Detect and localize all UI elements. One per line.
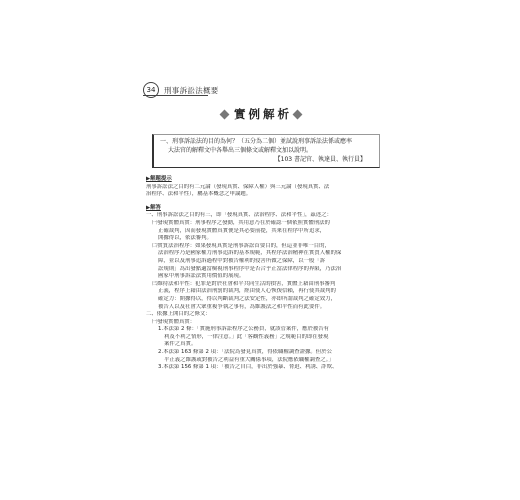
analysis-line: 一、刑事訴訟法之目的有三，即「發現真實、法治程序、法和平性」，茲述之： [146, 212, 332, 219]
analysis-line: 案件之真實。 [164, 341, 197, 348]
diamond-icon [293, 109, 303, 119]
analysis-line: ㈢維持法和平性：犯罪是對於社會和平共同生活的損害，實體上藉由刑事審判 [152, 280, 336, 287]
analysis-line: 法治程序乃是國家權力刑事追訴的基本規範，其程序法治精神在實質人權的保 [158, 250, 342, 257]
hint-line: 治程序、法和平性），屬基本概念之申論題。 [146, 191, 252, 198]
analysis-line: ㈡實質法治程序：如果發現真實是刑事訴訟首要目的，但這並非唯一目的， [152, 242, 330, 249]
page-number: 34 [143, 82, 159, 98]
question-box [152, 134, 380, 168]
analysis-line: 確定力：開據得以，得以判斷裁判之法安定性，亦即所謂裁判之確定效力， [158, 295, 336, 302]
analysis-line: 訟規則」為出發點適當檢視刑事程序中是否合乎正當法律程序的界限，乃法治 [158, 265, 342, 272]
diamond-icon [220, 109, 230, 119]
header-divider [143, 95, 208, 96]
analysis-line: 國家中刑事訴訟法實用價值的展現。 [158, 273, 245, 280]
analysis-line: 平正義之維護或對被告之利益有重大關係事項，法院應依職權調查之。」 [164, 356, 334, 363]
section-title-text: 實例解析 [234, 107, 292, 121]
body-text [146, 174, 386, 372]
hint-paragraph [146, 184, 386, 199]
analysis-label: ▶解答 [146, 204, 161, 211]
analysis-line: 被告人以及社會大眾重複爭執之事有，為維護法之和平性而有此要件。 [158, 303, 326, 310]
book-title: 刑事訴訟法概要 [164, 85, 219, 95]
spacer [146, 199, 386, 203]
analysis-line: 二、依據上開目的之條文： [146, 311, 211, 318]
analysis-line: 開據得以，依法審判。 [158, 235, 212, 242]
hint-label: ▶解題提示 [146, 176, 172, 182]
analysis-paragraph [146, 212, 386, 371]
analysis-line: 正義，程序上藉由法治刑罰的裁判，經由使人心恢復信賴，再行使其裁判的 [158, 288, 336, 295]
analysis-line: ㈠發現實體真實： [152, 318, 196, 325]
analysis-line: ㈠發現實體真實：刑事程序之發動，其用意乃在於確認一個依照實體刑法的 [152, 219, 330, 226]
question-line-2: 大法官的解釋文中各舉出三個條文或解釋文加以說明。 [168, 147, 313, 154]
analysis-line: 利及不利之情形，一律注意。」此「客觀性義務」之規範目的即在發現 [164, 333, 329, 340]
analysis-line: 1.本法第 2 條：「實施刑事訴訟程序之公務員，就該管案件，應於被告有 [158, 326, 330, 333]
section-title [215, 106, 307, 122]
question-line-1: 一、刑事訴訟法的目的為何？（五分為二個）並試說刑事訴訟法係或應率 [160, 138, 353, 145]
analysis-line: 障，並以及刑事追訴過程中對被告權利的侵害所做之保障，以一般「訴 [158, 257, 326, 264]
analysis-line: 2.本法第 163 條第 2 項：「法院為發見真實，得依職權調查證據。但於公 [158, 349, 332, 356]
analysis-line: 正確裁判，因而發現實體真實便是其必要前提，其來在程序中所追求， [158, 227, 326, 234]
question-source: 【103 書記官、執達員、執行員】 [274, 156, 366, 163]
analysis-line: 3.本法第 156 條第 1 項：「被告之自白，非出於強暴、脅迫、利誘、詐欺、 [158, 364, 338, 371]
hint-line: 刑事訴訟法之目的有二元論（發現真實、保障人權）與三元論（發現真實、法 [146, 183, 330, 190]
